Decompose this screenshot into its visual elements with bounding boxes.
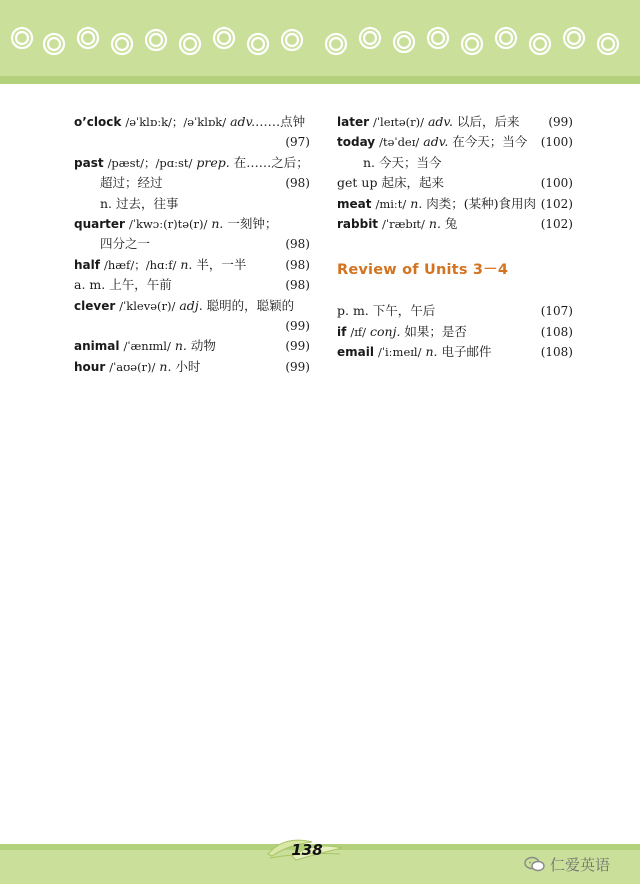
pronunciation: /pæst/；/pɑːst/ (107, 155, 193, 170)
vocab-entry (337, 194, 573, 214)
headword: animal (74, 339, 120, 354)
vocab-entry (337, 112, 573, 132)
meaning: 聪明的，聪颖的 (206, 297, 295, 313)
headword: clever (74, 298, 116, 313)
meaning: 一刻钟； (227, 216, 278, 232)
part-of-speech: n. (211, 216, 224, 232)
vocab-entry (74, 255, 310, 275)
pronunciation: /ˈænɪml/ (123, 339, 171, 354)
part-of-speech: adv. (427, 114, 453, 129)
page-ref: (99) (548, 115, 573, 129)
headword: email (337, 345, 374, 360)
part-of-speech: prep. (196, 154, 230, 170)
part-of-speech: n. (428, 216, 441, 232)
sub-meaning: n. 今天；当今 (363, 154, 442, 170)
page-ref: (98) (285, 278, 310, 293)
vocab-entry (74, 357, 310, 377)
page-ref: (98) (285, 176, 310, 191)
page-number-badge (262, 834, 348, 864)
vocab-entry (74, 153, 310, 214)
watermark (524, 851, 636, 877)
meaning: 上午，午前 (109, 277, 172, 293)
page-ref: (97) (285, 135, 310, 150)
part-of-speech: adv. (230, 114, 256, 129)
part-of-speech: n. (174, 338, 187, 354)
pronunciation: /ˈaʊə(r)/ (109, 359, 156, 374)
decorative-rings (0, 0, 640, 84)
part-of-speech: adj. (179, 297, 203, 313)
headword: quarter (74, 217, 125, 232)
meaning: 以后，后来 (456, 114, 520, 129)
pronunciation: /miːt/ (375, 196, 407, 211)
part-of-speech: conj. (370, 323, 401, 339)
meaning-continued: 四分之一 (100, 236, 151, 252)
headword: past (74, 155, 104, 170)
vocab-entry (337, 301, 573, 321)
header-band (0, 0, 640, 84)
vocab-entry (74, 296, 310, 337)
vocab-entry (74, 275, 310, 295)
vocab-entry (74, 112, 310, 153)
meaning: 动物 (190, 338, 216, 354)
meaning: ……点钟 (255, 114, 306, 129)
headword: get up (337, 175, 378, 191)
page-ref: (99) (285, 319, 310, 334)
meaning: 在……之后； (233, 154, 309, 170)
vocab-entry (74, 214, 310, 255)
sub-meaning: n. 过去，往事 (100, 195, 179, 211)
headword: half (74, 257, 100, 272)
page-ref: (100) (540, 135, 573, 150)
page-ref: (102) (540, 217, 573, 232)
pronunciation: /əˈklɒːk/；/əˈklɒk/ (125, 115, 227, 129)
meaning: 电子邮件 (441, 344, 492, 360)
meaning: 起床，起来 (381, 175, 444, 191)
page-ref: (99) (285, 339, 310, 354)
page-ref: (98) (285, 257, 310, 272)
vocab-entry (74, 336, 310, 356)
left-column (74, 112, 310, 377)
pronunciation: /ˈræbɪt/ (382, 217, 425, 232)
part-of-speech: n. (159, 358, 172, 374)
vocab-entry (337, 132, 573, 173)
page-ref: (102) (540, 196, 573, 211)
page-ref: (108) (540, 345, 573, 360)
headword: today (337, 135, 376, 150)
vocab-entry (337, 322, 573, 342)
headword: if (337, 324, 347, 339)
headword: later (337, 115, 370, 129)
pronunciation: /ˈleɪtə(r)/ (373, 115, 424, 129)
meaning: 兔 (444, 216, 458, 232)
vocab-entry (337, 173, 573, 193)
meaning: 肉类；(某种)食用肉 (426, 195, 537, 211)
meaning: 小时 (175, 358, 201, 374)
part-of-speech: adv. (423, 134, 449, 150)
pronunciation: /ˈiːmeɪl/ (377, 345, 422, 360)
part-of-speech: n. (425, 344, 438, 360)
right-column (337, 112, 573, 363)
pronunciation: /ˈkwɔː(r)tə(r)/ (128, 217, 208, 232)
pronunciation: /ˈklevə(r)/ (119, 298, 176, 313)
meaning-continued: 超过；经过 (100, 175, 163, 191)
headword: a. m. (74, 277, 106, 293)
page-ref: (99) (285, 359, 310, 374)
vocab-entry (337, 214, 573, 234)
headword: meat (337, 196, 372, 211)
section-heading: Review of Units 3－4 (337, 262, 509, 279)
page-ref: (98) (285, 237, 310, 252)
pronunciation: /ɪf/ (350, 324, 367, 339)
chat-bubbles-icon (524, 855, 546, 873)
meaning: 如果；是否 (404, 323, 467, 339)
headword: p. m. (337, 303, 369, 319)
headword: o’clock (74, 115, 122, 129)
headword: hour (74, 359, 106, 374)
page-ref: (107) (540, 304, 573, 319)
part-of-speech: n. (180, 256, 193, 272)
pronunciation: /təˈdeɪ/ (379, 135, 420, 150)
meaning: 半，一半 (196, 256, 247, 272)
meaning: 下午，午后 (372, 303, 436, 319)
vocab-entry (337, 342, 573, 362)
pronunciation: /hæf/；/hɑːf/ (103, 257, 177, 272)
page-number: 138 (291, 841, 323, 859)
part-of-speech: n. (410, 195, 423, 211)
meaning: 在今天；当今 (452, 134, 528, 150)
watermark-text: 仁爱英语 (550, 855, 611, 874)
page-ref: (100) (540, 176, 573, 191)
page-ref: (108) (540, 324, 573, 339)
headword: rabbit (337, 217, 379, 232)
